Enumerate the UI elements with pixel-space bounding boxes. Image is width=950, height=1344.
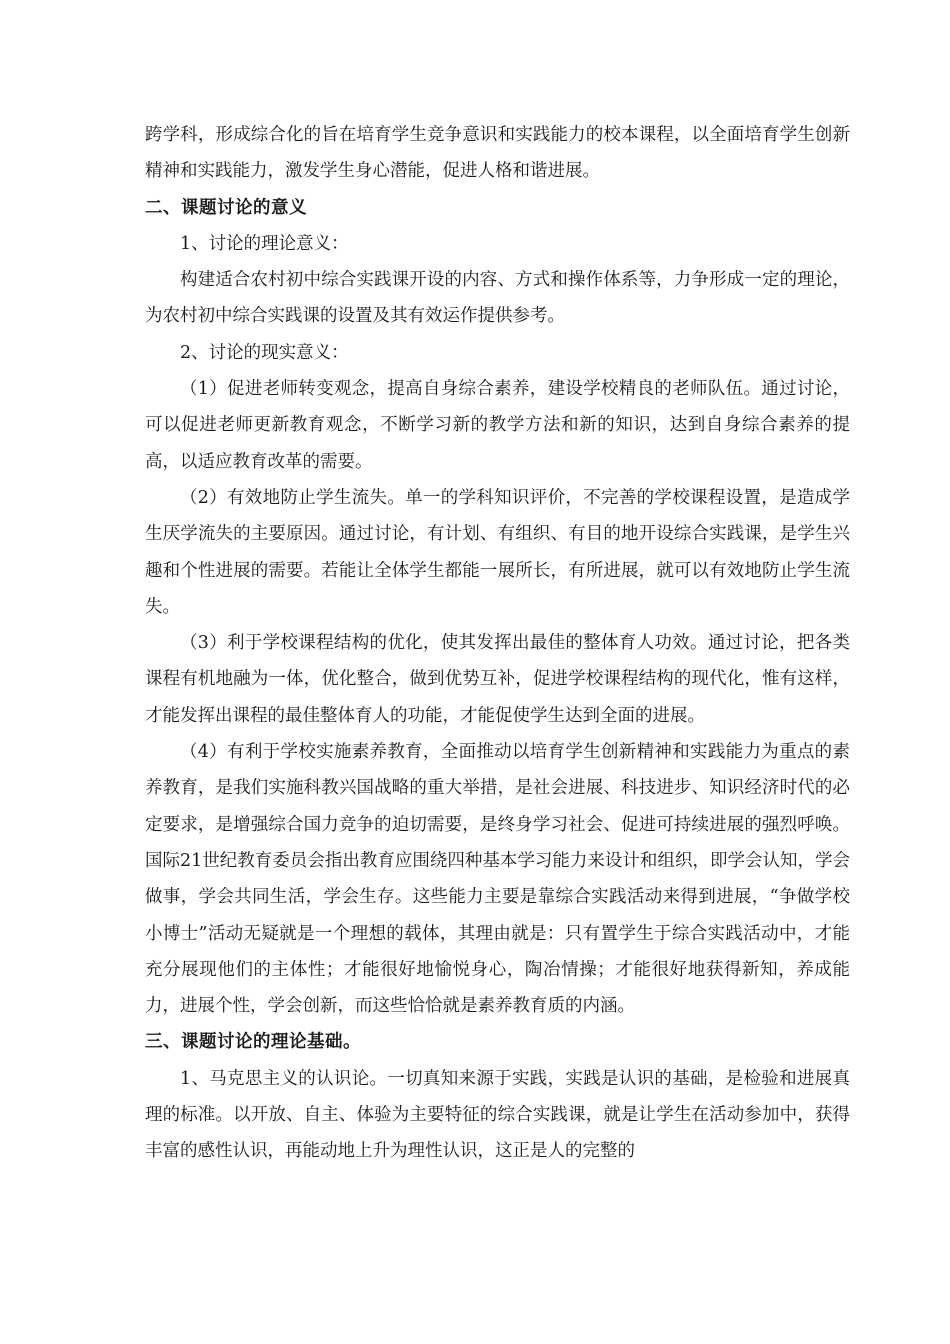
section-heading-significance: 二、课题讨论的意义 [145,197,307,218]
paragraph-marxist-epistemology: 1、马克思主义的认识论。一切真知来源于实践，实践是认识的基础，是检验和进展真理的标准。以开放、自主、体验为主要特征的综合实践课，就是让学生在活动参加中，获得丰富的感性认识，再能动地上升为理性认识，这正是人的完整的 [145,1068,850,1162]
paragraph-point-1: （1）促进老师转变观念，提高自身综合素养，建设学校精良的老师队伍。通过讨论，可以促进老师更新教育观念，不断学习新的教学方法和新的知识，达到自身综合素养的提高，以适应教育改革的需要。 [145,379,850,472]
subheading-practical-significance: 2、讨论的现实意义： [180,342,349,363]
subheading-theoretical-significance: 1、讨论的理论意义： [180,233,349,254]
section-heading-theoretical-basis: 三、课题讨论的理论基础。 [145,1032,361,1053]
paragraph-point-4: （4）有利于学校实施素养教育，全面推动以培育学生创新精神和实践能力为重点的素养教育，是我们实施科教兴国战略的重大举措，是社会进展、科技进步、知识经济时代的必定要求，是增强综合国力竞争的迫切需要，是终身学习社会、促进可持续进展的强烈呼唤。国际21世纪教育委员会指出教育应围绕四种基本学习能力来设计和组织，即学会认知，学会做事，学会共同生活，学会生存。这些能力主要是靠综合实践活动来得到进展，“争做学校小博士”活动无疑就是一个理想的载体，其理由就是：只有置学生于综合实践活动中，才能充分展现他们的主体性；才能很好地愉悦身心，陶冶情操；才能很好地获得新知，养成能力，进展个性，学会创新，而这些恰恰就是素养教育质的内涵。 [145,742,850,1017]
paragraph-intro-continuation: 跨学科，形成综合化的旨在培育学生竞争意识和实践能力的校本课程，以全面培育学生创新精神和实践能力，激发学生身心潜能，促进人格和谐进展。 [145,125,850,182]
paragraph-theoretical-significance: 构建适合农村初中综合实践课开设的内容、方式和操作体系等，力争形成一定的理论，为农村初中综合实践课的设置及其有效运作提供参考。 [145,270,850,327]
paragraph-point-2: （2）有效地防止学生流失。单一的学科知识评价，不完善的学校课程设置，是造成学生厌学流失的主要原因。通过讨论，有计划、有组织、有目的地开设综合实践课，是学生兴趣和个性进展的需要。若能让全体学生都能一展所长，有所进展，就可以有效地防止学生流失。 [145,487,850,617]
document-page [145,117,850,1170]
paragraph-point-3: （3）利于学校课程结构的优化，使其发挥出最佳的整体育人功效。通过讨论，把各类课程有机地融为一体，优化整合，做到优势互补，促进学校课程结构的现代化，惟有这样，才能发挥出课程的最佳整体育人的功能，才能促使学生达到全面的进展。 [145,633,850,726]
